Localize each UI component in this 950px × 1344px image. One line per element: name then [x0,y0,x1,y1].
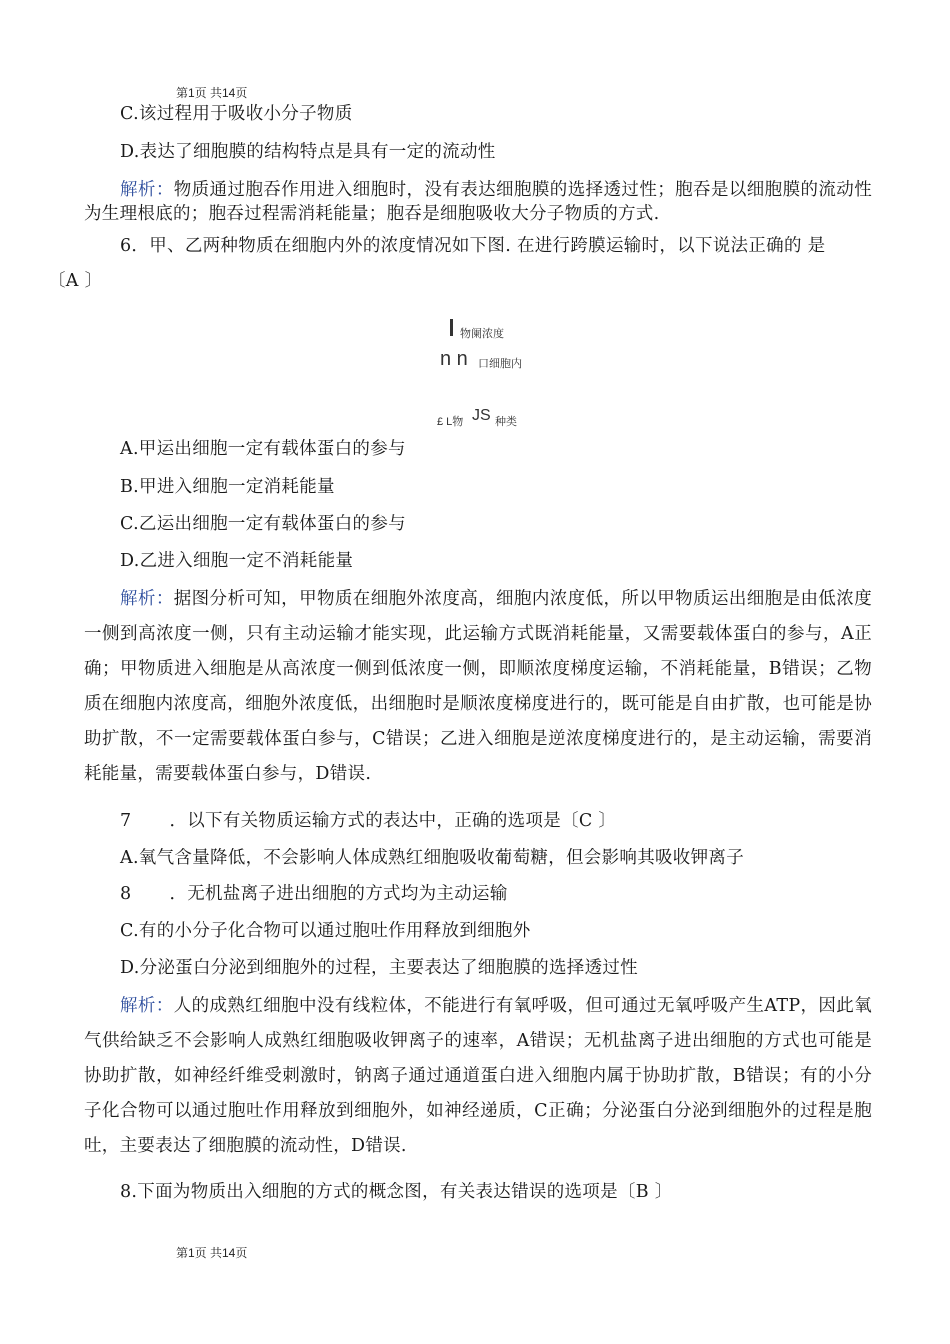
q6-option-d: D.乙进入细胞一定不消耗能量 [120,551,354,571]
page-footer: 第1页 共14页 [176,1246,248,1260]
q7-option-a: A.氧气含量降低，不会影响人体成熟红细胞吸收葡萄糖，但会影响其吸收钾离子 [120,848,744,868]
q7-option-d: D.分泌蛋白分泌到细胞外的过程，主要表达了细胞膜的选择透过性 [120,958,638,978]
q6-analysis-text: 据图分析可知，甲物质在细胞外浓度高，细胞内浓度低，所以甲物质运出细胞是由低浓度一侧到高浓度一侧，只有主动运输才能实现，此运输方式既消耗能量，又需要载体蛋白的参与，A正确；甲物质进入细胞是从高浓度一侧到低浓度一侧，即顺浓度梯度运输，不消耗能量，B错误；乙物质在细胞内浓度高，细胞外浓度低，出细胞时是顺浓度梯度进行的，既可能是自由扩散，也可能是协助扩散，不一定需要载体蛋白参与，C错误；乙进入细胞是逆浓度梯度进行的，是主动运输，需要消耗能量，需要载体蛋白参与，D错误. [84,589,873,784]
q6-analysis [84,582,872,792]
analysis-label: 解析： [120,996,174,1016]
q7-option-b-text: ．无机盐离子进出细胞的方式均为主动运输 [169,884,508,904]
q7-number: 7 [120,811,132,831]
figure-legend-inside: 口细胞内 [478,358,522,370]
q5-analysis-text: 物质通过胞吞作用进入细胞时，没有表达细胞膜的选择透过性；胞吞是以细胞膜的流动性为生理根底的；胞吞过程需消耗能量；胞吞是细胞吸收大分子物质的方式. [84,180,873,224]
q6-stem-text: 6．甲、乙两种物质在细胞内外的浓度情况如下图. 在进行跨膜运输时，以下说法正确的 是 [120,236,826,256]
q7-option-c: C.有的小分子化合物可以通过胞吐作用释放到细胞外 [120,921,531,941]
q5-analysis [84,178,872,226]
figure-axis-bar [450,319,453,336]
q6-option-b: B.甲进入细胞一定消耗能量 [120,477,335,497]
analysis-label: 解析： [120,180,174,200]
q7-option-b [120,882,508,906]
q6-option-a: A.甲运出细胞一定有载体蛋白的参与 [120,439,406,459]
q6-option-c: C.乙运出细胞一定有载体蛋白的参与 [120,514,406,534]
figure-xaxis-suffix: 种类 [495,416,517,428]
figure-bars-glyph: n n [440,348,468,370]
analysis-label: 解析： [120,589,174,609]
q5-option-c: C.该过程用于吸收小分子物质 [120,104,353,124]
figure-legend-concentration: 物阑浓度 [460,328,504,340]
figure-xaxis-js: JS [472,407,491,424]
q7-stem-text: ．以下有关物质运输方式的表达中，正确的选项是〔C 〕 [169,811,617,831]
q7-stem [120,809,616,833]
q6-stem [48,229,872,299]
q7-option-b-number: 8 [120,884,132,904]
q8-stem: 8.下面为物质出入细胞的方式的概念图，有关表达错误的选项是〔B 〕 [120,1182,673,1202]
page-header: 第1页 共14页 [176,86,248,100]
q5-option-d: D.表达了细胞膜的结构特点是具有一定的流动性 [120,142,496,162]
q7-analysis [84,989,872,1164]
figure-xaxis-prefix: £ L物 [437,416,464,428]
q6-answer: 〔A 〕 [48,271,103,291]
q7-analysis-text: 人的成熟红细胞中没有线粒体，不能进行有氧呼吸，但可通过无氧呼吸产生ATP，因此氧气供给缺乏不会影响人成熟红细胞吸收钾离子的速率，A错误；无机盐离子进出细胞的方式也可能是协助扩散，如神经纤维受刺激时，钠离子通过通道蛋白进入细胞内属于协助扩散，B错误；有的小分子化合物可以通过胞吐作用释放到细胞外，如神经递质，C正确；分泌蛋白分泌到细胞外的过程是胞吐，主要表达了细胞膜的流动性，D错误. [84,996,872,1156]
